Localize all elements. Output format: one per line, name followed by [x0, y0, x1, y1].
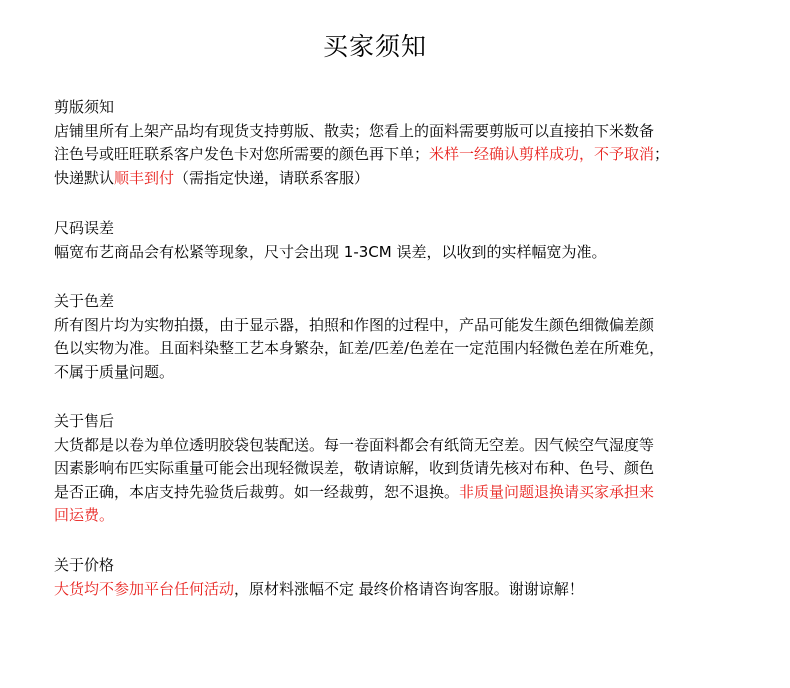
section-after-sales: [54, 410, 744, 528]
page-title: 买家须知: [322, 32, 427, 61]
paragraph-line: [54, 578, 744, 602]
text-span: 快递默认: [54, 168, 115, 187]
section-heading: 关于售后: [54, 412, 115, 430]
section-heading: 剪版须知: [54, 98, 115, 116]
text-span: 注色号或旺旺联系客户发色卡对您所需要的颜色再下单；: [54, 145, 430, 163]
highlight-text: 回运费。: [54, 506, 115, 524]
paragraph-line: 因素影响布匹实际重量可能会出现轻微误差，敬请谅解，收到货请先核对布种、色号、颜色: [54, 459, 655, 477]
text-span: 是否正确，本店支持先验货后裁剪。如一经裁剪，恕不退换。: [54, 482, 460, 501]
section-color-difference: [54, 290, 744, 384]
section-heading: 关于色差: [54, 292, 115, 310]
paragraph-line: [54, 167, 744, 191]
paragraph-line: [54, 481, 744, 505]
section-size-error: [54, 217, 744, 264]
paragraph-line: 色以实物为准。且面料染整工艺本身繁杂，缸差/匹差/色差在一定范围内轻微色差在所难免，: [54, 339, 665, 357]
paragraph-line: 店铺里所有上架产品均有现货支持剪版、散卖；您看上的面料需要剪版可以直接拍下米数备: [54, 121, 655, 140]
section-price: [54, 554, 744, 601]
text-span: ，原材料涨幅不定 最终价格请咨询客服。谢谢谅解！: [234, 579, 584, 598]
highlight-text: 米样一经确认剪样成功，不予取消: [429, 145, 655, 163]
paragraph-line: 不属于质量问题。: [54, 362, 175, 381]
paragraph-line: 所有图片均为实物拍摄，由于显示器，拍照和作图的过程中，产品可能发生颜色细微偏差颜: [54, 315, 655, 334]
paragraph-line: 大货都是以卷为单位透明胶袋包装配送。每一卷面料都会有纸筒无空差。因气候空气湿度等: [54, 435, 655, 454]
text-span: ；: [654, 145, 670, 163]
paragraph-line: 幅宽布艺商品会有松紧等现象，尺寸会出现 1-3CM 误差，以收到的实样幅宽为准。: [54, 242, 607, 261]
section-cut-policy: [54, 96, 744, 190]
paragraph-line: [54, 143, 744, 167]
highlight-text: 顺丰到付: [114, 168, 175, 187]
section-heading: 尺码误差: [54, 219, 115, 237]
highlight-text: 大货均不参加平台任何活动: [54, 579, 235, 598]
highlight-text: 非质量问题退换请买家承担来: [459, 482, 655, 501]
section-heading: 关于价格: [54, 556, 115, 574]
text-span: （需指定快递，请联系客服）: [174, 168, 370, 187]
